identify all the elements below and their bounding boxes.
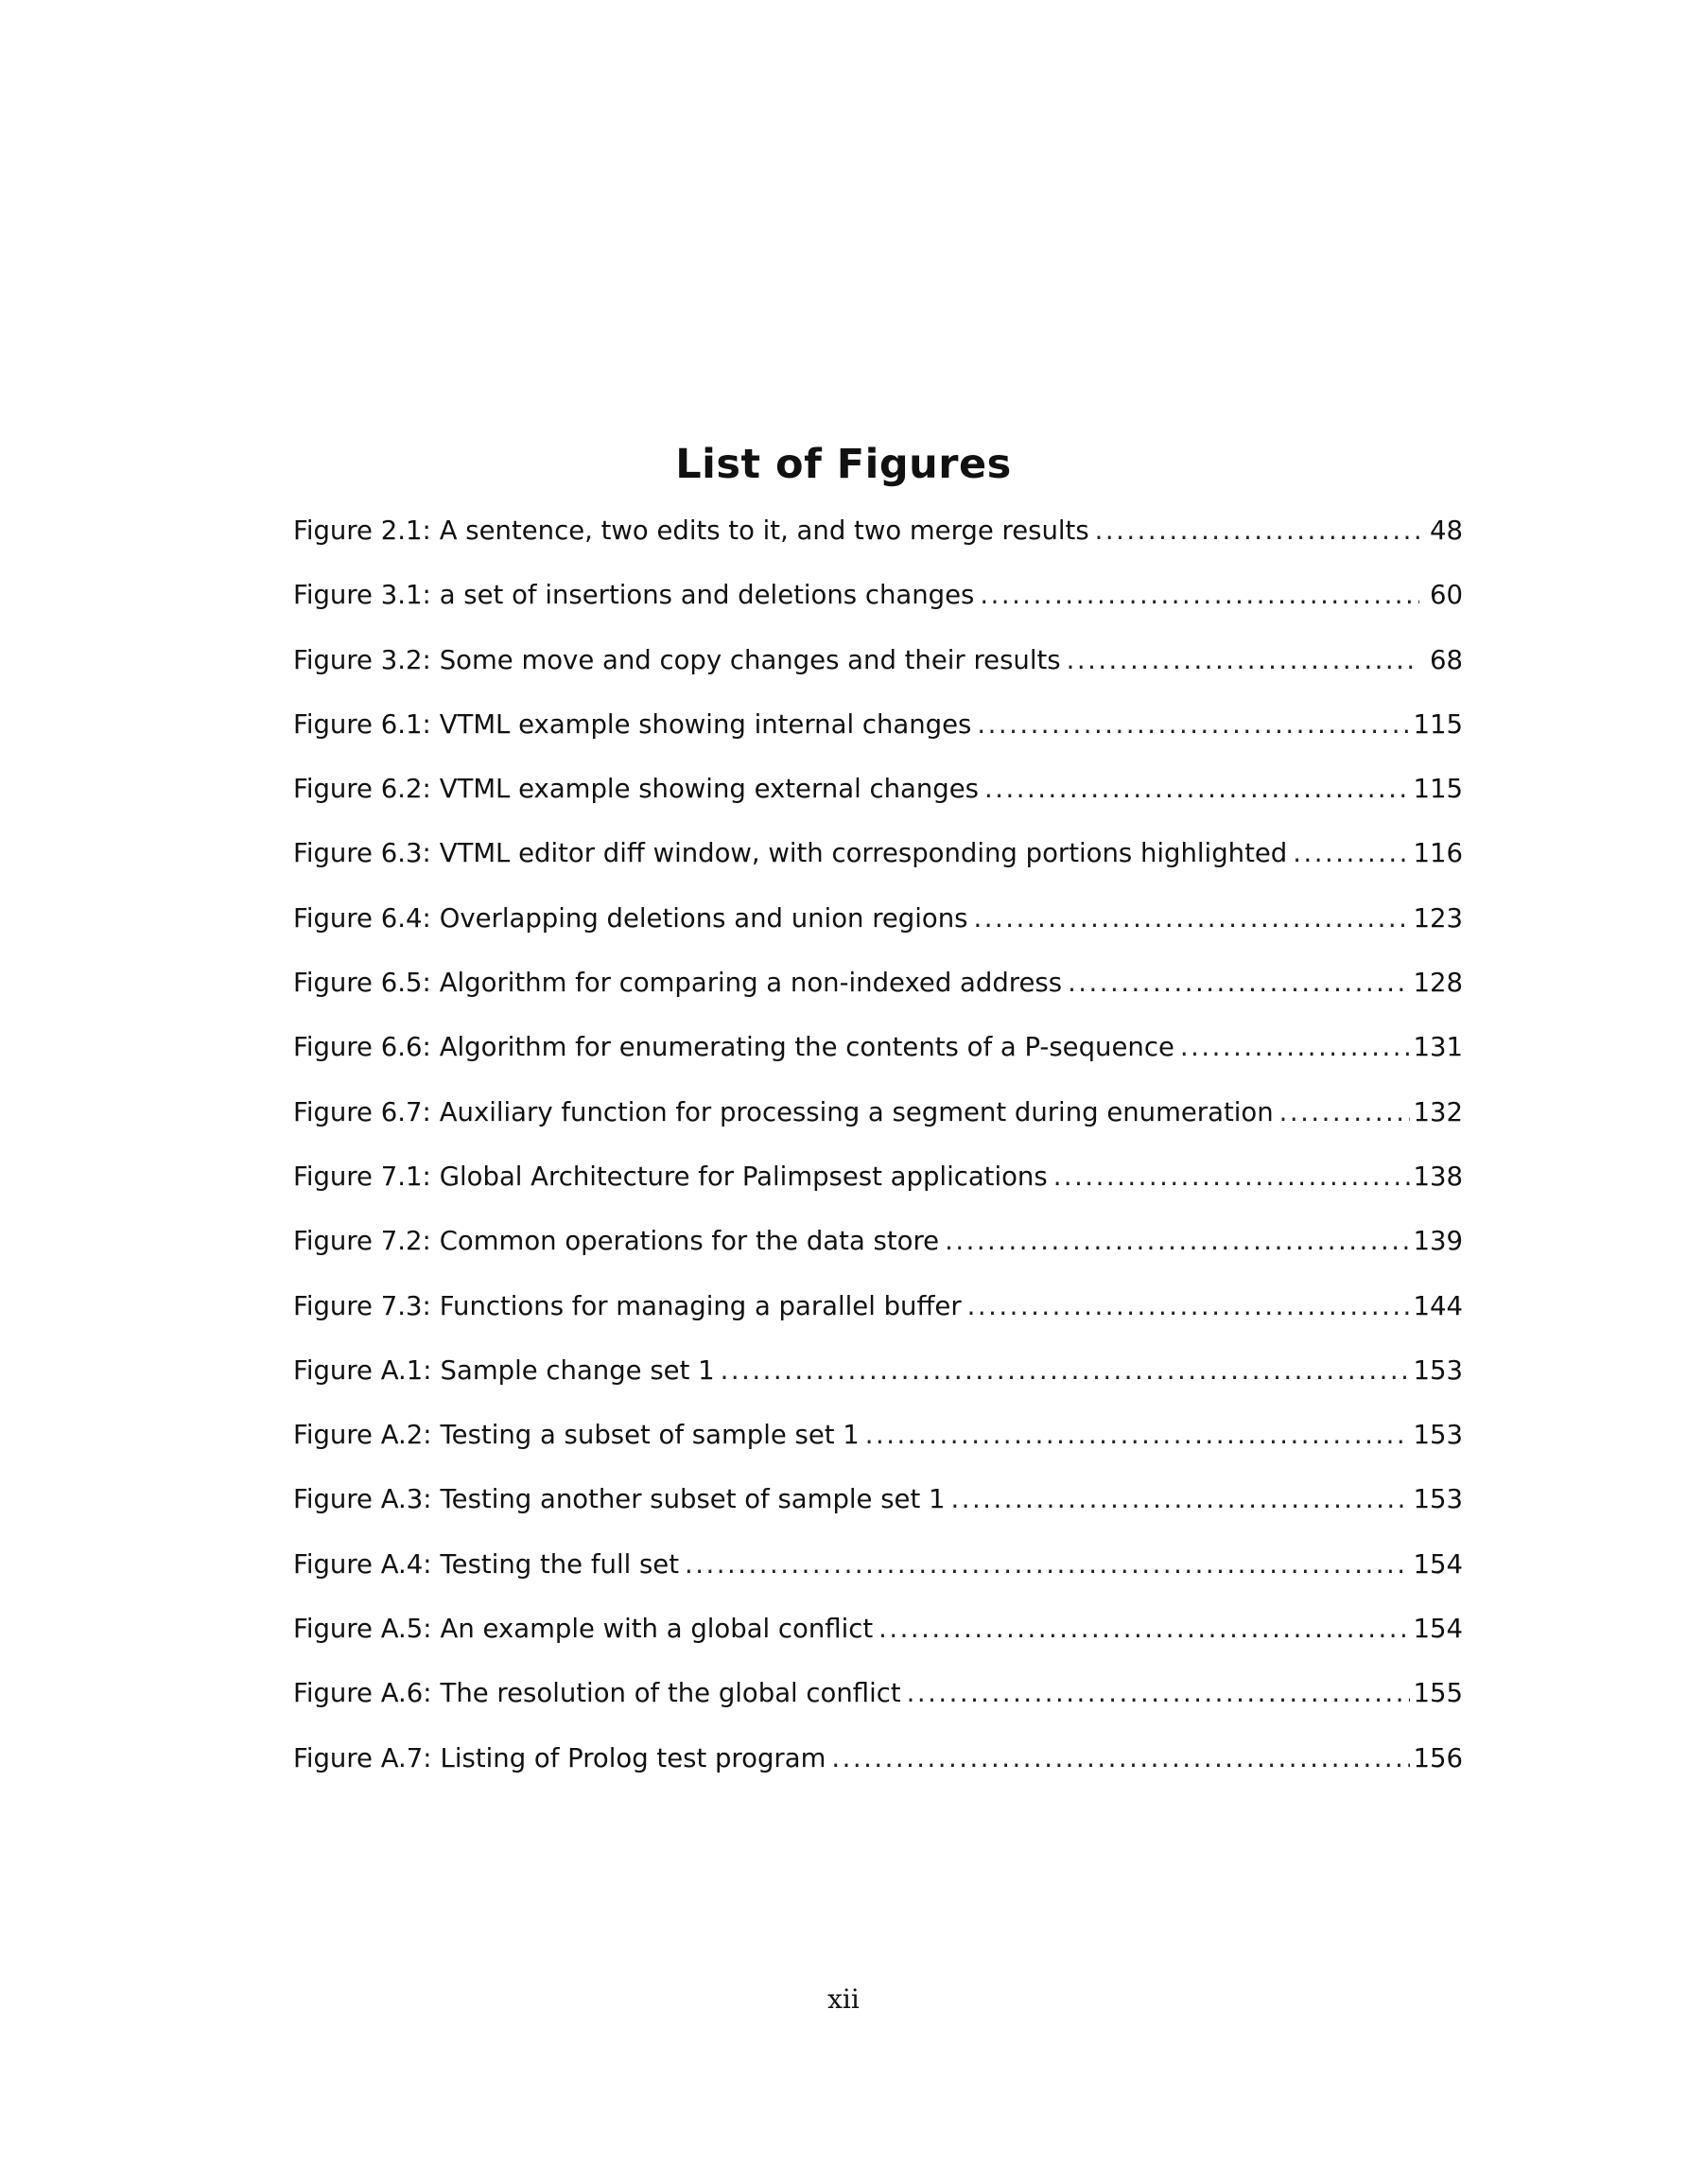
figure-page-number: 155 xyxy=(1413,1678,1463,1709)
dot-leader xyxy=(1053,1155,1410,1198)
figure-label: Figure 6.1: xyxy=(293,708,431,740)
figure-entry xyxy=(293,1671,1463,1736)
figure-label: Figure 6.3: xyxy=(293,838,431,869)
figure-list xyxy=(293,509,1463,1801)
figure-entry xyxy=(293,1155,1463,1219)
figure-entry xyxy=(293,767,1463,831)
figure-title: Functions for managing a parallel buffer xyxy=(439,1290,962,1321)
dot-leader xyxy=(1180,1025,1410,1069)
figure-label: Figure A.5: xyxy=(293,1614,432,1645)
figure-page-number: 154 xyxy=(1413,1614,1463,1645)
figure-entry xyxy=(293,831,1463,896)
dot-leader xyxy=(721,1349,1410,1392)
figure-label: Figure 3.2: xyxy=(293,644,431,675)
figure-page-number: 123 xyxy=(1413,902,1463,934)
figure-page-number: 138 xyxy=(1413,1161,1463,1192)
dot-leader xyxy=(945,1219,1409,1263)
figure-entry xyxy=(293,1349,1463,1413)
dot-leader xyxy=(1293,831,1409,875)
figure-label: Figure 7.1: xyxy=(293,1161,431,1192)
figure-page-number: 139 xyxy=(1413,1226,1463,1257)
dot-leader xyxy=(685,1543,1409,1586)
figure-page-number: 132 xyxy=(1413,1096,1463,1127)
figure-title: Testing another subset of sample set 1 xyxy=(440,1484,946,1515)
dot-leader xyxy=(1068,961,1409,1005)
dot-leader xyxy=(977,703,1409,746)
figure-page-number: 153 xyxy=(1413,1484,1463,1515)
figure-label: Figure 6.2: xyxy=(293,774,431,805)
figure-title: Auxiliary function for processing a segment during enumeration xyxy=(439,1096,1274,1127)
figure-page-number: 116 xyxy=(1413,838,1463,869)
figure-title: Sample change set 1 xyxy=(440,1354,715,1386)
figure-title: Algorithm for enumerating the contents of a P-sequence xyxy=(439,1032,1174,1063)
dot-leader xyxy=(967,1284,1410,1328)
figure-page-number: 60 xyxy=(1430,580,1463,611)
figure-entry xyxy=(293,703,1463,767)
figure-page-number: 128 xyxy=(1413,968,1463,999)
figure-label: Figure A.2: xyxy=(293,1420,432,1451)
figure-title: The resolution of the global conflict xyxy=(440,1678,901,1709)
dot-leader xyxy=(1279,1091,1410,1134)
figure-entry xyxy=(293,638,1463,703)
dot-leader xyxy=(950,1477,1409,1521)
figure-entry xyxy=(293,1737,1463,1801)
figure-entry xyxy=(293,509,1463,573)
dot-leader xyxy=(974,897,1410,940)
figure-entry xyxy=(293,1091,1463,1155)
figure-entry xyxy=(293,1607,1463,1671)
figure-title: Some move and copy changes and their results xyxy=(439,644,1061,675)
figure-title: A sentence, two edits to it, and two merge results xyxy=(439,515,1089,546)
figure-label: Figure 7.2: xyxy=(293,1226,431,1257)
figure-page-number: 115 xyxy=(1413,774,1463,805)
figure-page-number: 153 xyxy=(1413,1354,1463,1386)
figure-entry xyxy=(293,1543,1463,1607)
figure-page-number: 115 xyxy=(1413,708,1463,740)
figure-label: Figure A.3: xyxy=(293,1484,432,1515)
figure-title: Algorithm for comparing a non-indexed address xyxy=(439,968,1063,999)
figure-label: Figure A.1: xyxy=(293,1354,432,1386)
dot-leader xyxy=(984,767,1410,811)
figure-page-number: 68 xyxy=(1430,644,1463,675)
figure-label: Figure A.7: xyxy=(293,1742,432,1773)
figure-page-number: 131 xyxy=(1413,1032,1463,1063)
figure-label: Figure 6.7: xyxy=(293,1096,431,1127)
dot-leader xyxy=(1095,509,1419,552)
figure-entry xyxy=(293,897,1463,961)
figure-title: An example with a global conflict xyxy=(440,1614,874,1645)
dot-leader xyxy=(980,573,1419,617)
figure-page-number: 153 xyxy=(1413,1420,1463,1451)
dot-leader xyxy=(907,1671,1410,1715)
figure-label: Figure A.6: xyxy=(293,1678,432,1709)
figure-title: Listing of Prolog test program xyxy=(440,1742,826,1773)
figure-page-number: 154 xyxy=(1413,1548,1463,1580)
figure-label: Figure 6.4: xyxy=(293,902,431,934)
figure-label: Figure 2.1: xyxy=(293,515,431,546)
figure-page-number: 144 xyxy=(1413,1290,1463,1321)
figure-page-number: 156 xyxy=(1413,1742,1463,1773)
figure-label: Figure 6.6: xyxy=(293,1032,431,1063)
dot-leader xyxy=(831,1737,1409,1780)
figure-entry xyxy=(293,1477,1463,1542)
figure-title: Global Architecture for Palimpsest applications xyxy=(439,1161,1048,1192)
figure-title: Testing a subset of sample set 1 xyxy=(440,1420,860,1451)
figure-title: Common operations for the data store xyxy=(439,1226,940,1257)
figure-label: Figure 6.5: xyxy=(293,968,431,999)
dot-leader xyxy=(865,1413,1410,1457)
figure-label: Figure 3.1: xyxy=(293,580,431,611)
figure-title: Overlapping deletions and union regions xyxy=(439,902,968,934)
figure-entry xyxy=(293,573,1463,638)
page-title: List of Figures xyxy=(675,440,1012,488)
figure-entry xyxy=(293,1284,1463,1349)
figure-entry xyxy=(293,1413,1463,1477)
dot-leader xyxy=(878,1607,1409,1651)
figure-entry xyxy=(293,961,1463,1025)
dot-leader xyxy=(1067,638,1419,682)
figure-label: Figure 7.3: xyxy=(293,1290,431,1321)
figure-title: Testing the full set xyxy=(440,1548,680,1580)
figure-title: VTML example showing internal changes xyxy=(439,708,972,740)
figure-entry xyxy=(293,1219,1463,1284)
figure-page-number: 48 xyxy=(1430,515,1463,546)
figure-entry xyxy=(293,1025,1463,1090)
figure-title: VTML editor diff window, with corresponding portions highlighted xyxy=(439,838,1288,869)
figure-label: Figure A.4: xyxy=(293,1548,432,1580)
figure-title: VTML example showing external changes xyxy=(439,774,979,805)
figure-title: a set of insertions and deletions changes xyxy=(439,580,975,611)
page-number: xii xyxy=(827,1983,860,2015)
